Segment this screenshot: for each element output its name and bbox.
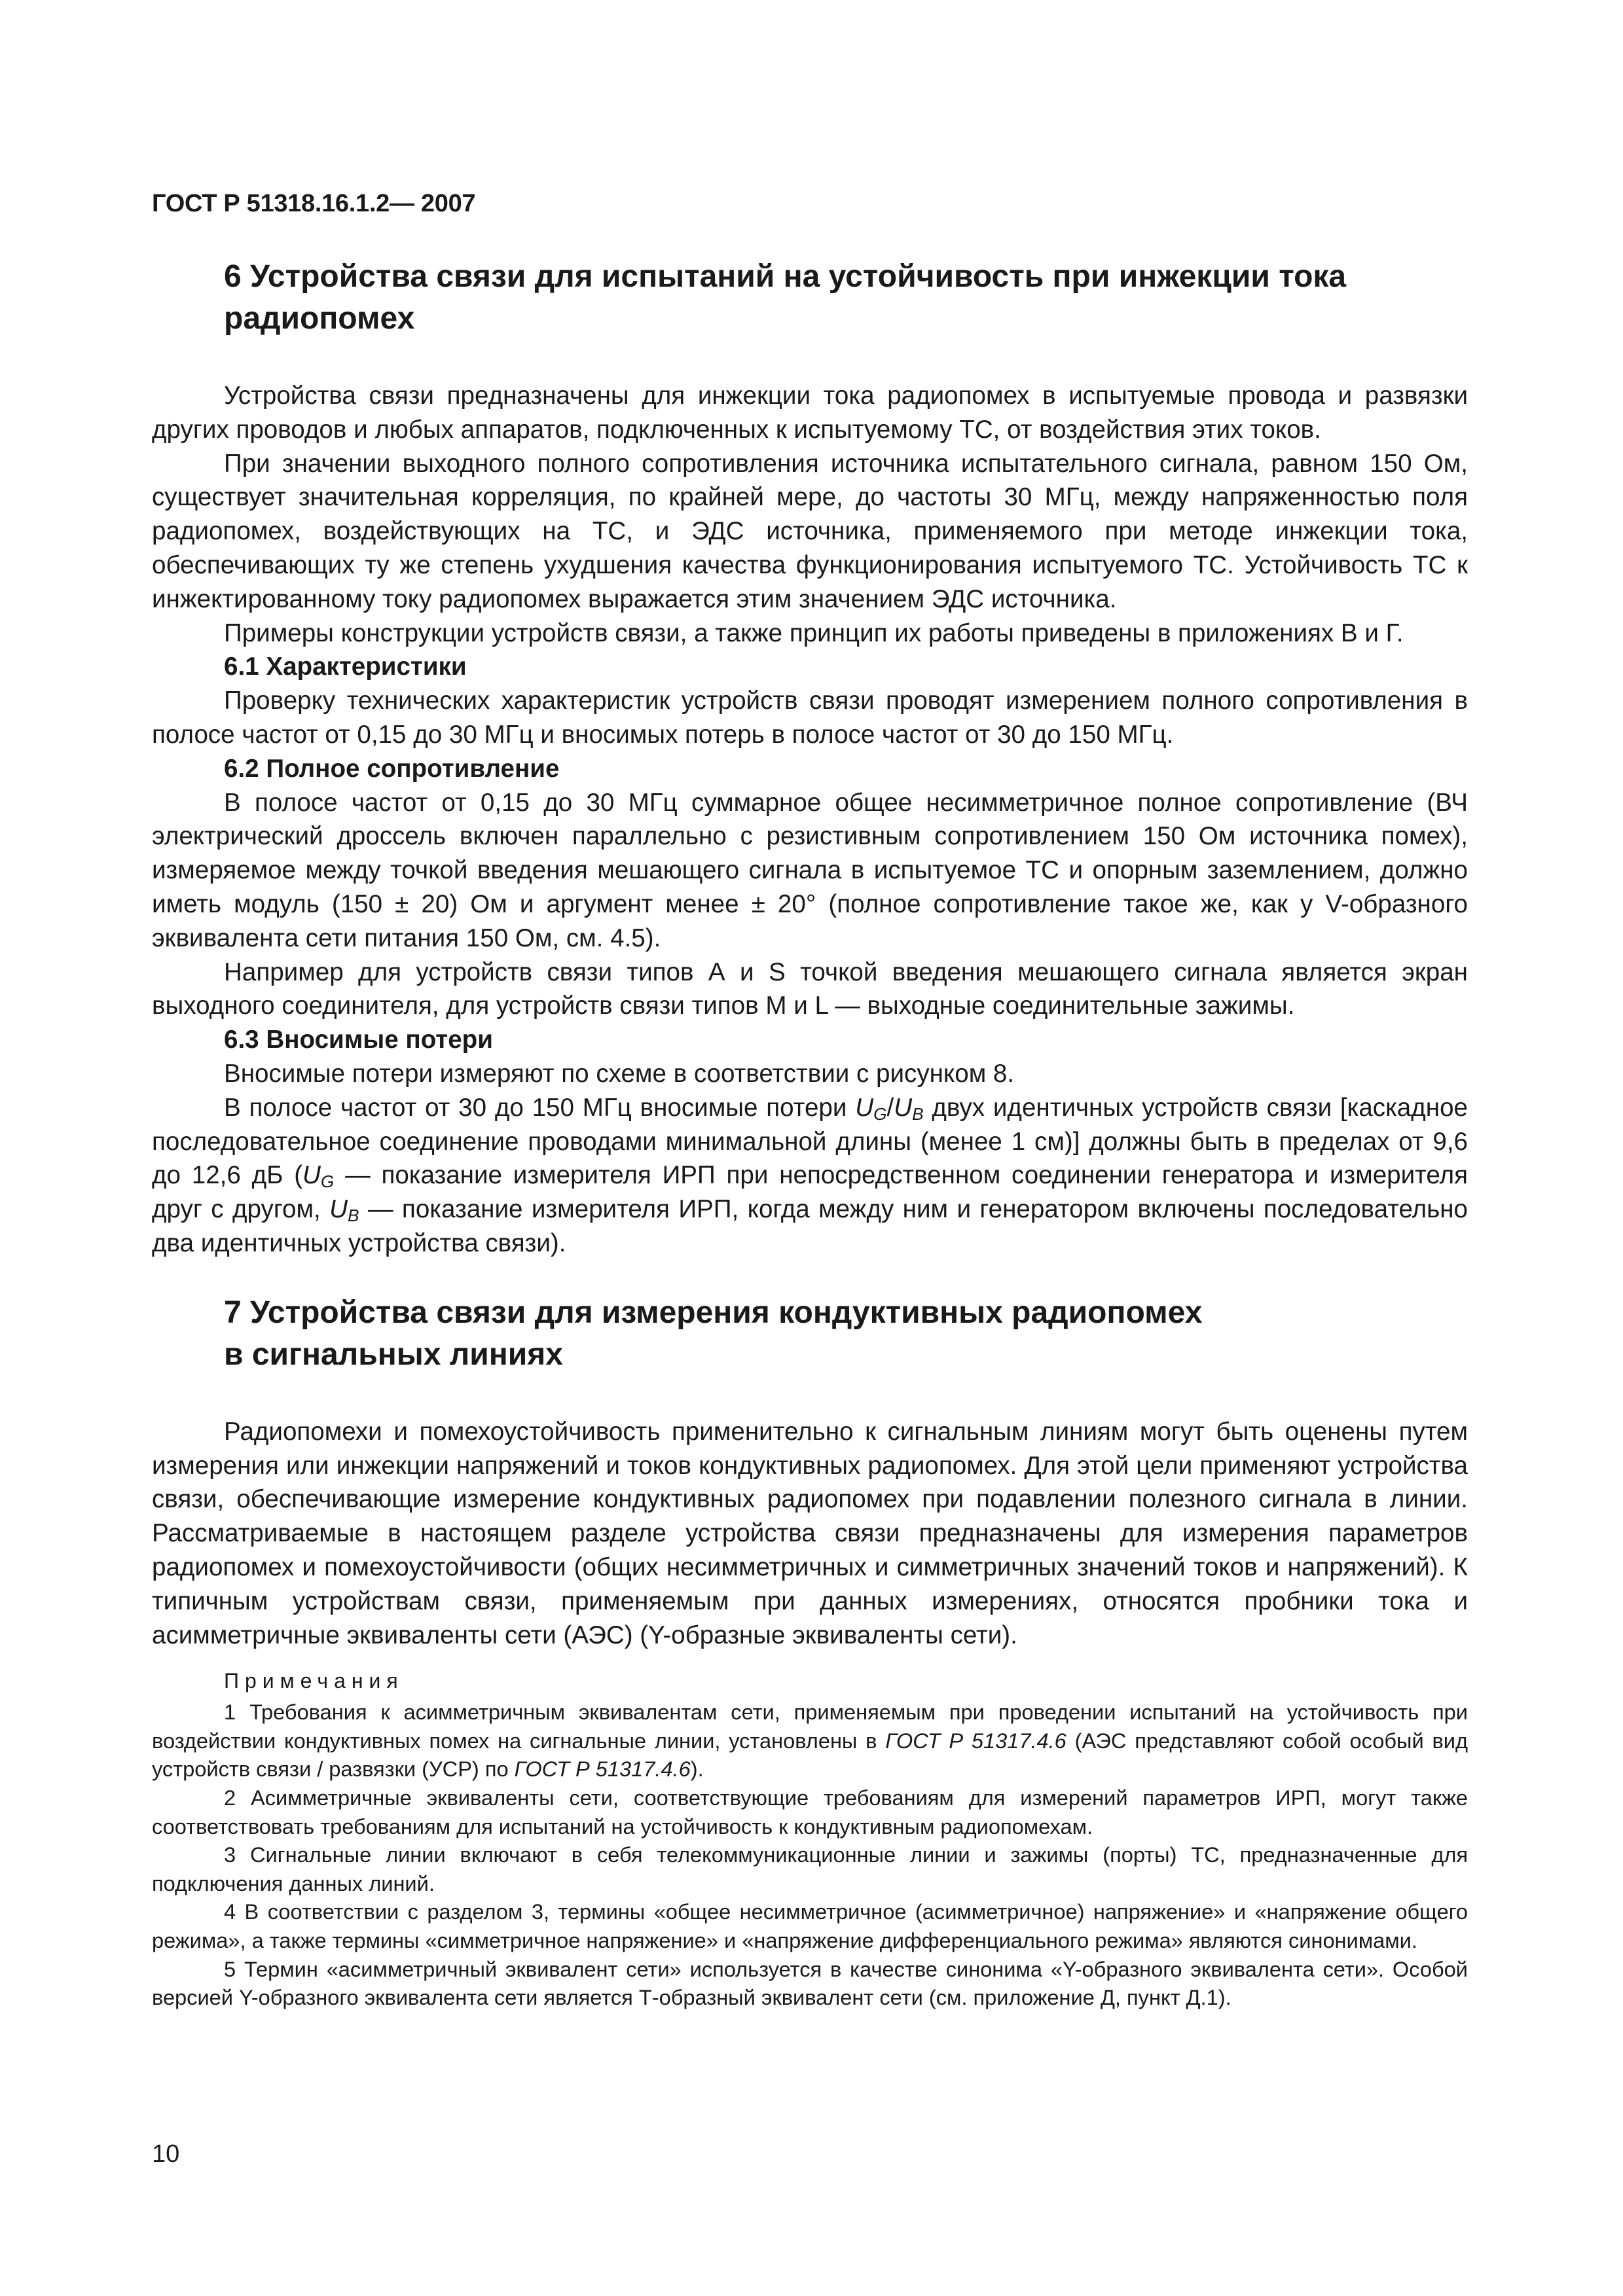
- section-6-title-line2: радиопомех: [224, 301, 415, 336]
- note-4: 4 В соответствии с разделом 3, термины «общее несимметричное (асимметричное) напряжение» и «напряжение общего режима», а также термины «симметричное напряжение» и «напряжение дифференциального режима» являются синонимами.: [152, 1899, 1468, 1953]
- subsection-6-2-paragraph-2: Например для устройств связи типов А и S точкой введения мешающего сигнала является экран выходного соединителя, для устройств связи типов М и L — выходные соединительные зажимы.: [152, 958, 1468, 1020]
- standard-reference: ГОСТ Р 51317.4.6: [885, 1728, 1067, 1753]
- section-7-title-line2: в сигнальных линиях: [224, 1336, 563, 1372]
- note-2: 2 Асимметричные эквиваленты сети, соответствующие требованиям для измерений параметров ИРП, могут также соответствовать требованиям для испытаний на устойчивость к кондуктивным радиопомехам.: [152, 1785, 1468, 1839]
- section-7-paragraph-1: Радиопомехи и помехоустойчивость применительно к сигнальным линиям могут быть оценены путем измерения или инжекции напряжений и токов кондуктивных радиопомех. Для этой цели применяют устройства связи, обеспечивающие измерение кондуктивных радиопомех при подавлении полезного сигнала в линии. Рассматриваемые в настоящем разделе устройства связи предназначены для измерения параметров радиопомех и помехоустойчивости (общих несимметричных и симметричных значений токов и напряжений). К типичным устройствам связи, применяемым при данных измерениях, относятся пробники тока и асимметричные эквиваленты сети (АЭС) (Y-образные эквиваленты сети).: [152, 1417, 1468, 1649]
- subsection-6-2-paragraph-1: В полосе частот от 0,15 до 30 МГц суммарное общее несимметричное полное сопротивление (ВЧ электрический дроссель включен параллельно с резистивным сопротивлением 150 Ом источника помех), измеряемое между точкой введения мешающего сигнала в испытуемое ТС и опорным заземлением, должно иметь модуль (150 ± 20) Ом и аргумент менее ± 20° (полное сопротивление такое же, как у V-образного эквивалента сети питания 150 Ом, см. 4.5).: [152, 788, 1468, 952]
- note-5: 5 Термин «асимметричный эквивалент сети» используется в качестве синонима «Y-образного эквивалента сети». Особой версией Y-образного эквивалента сети является Т-образный эквивалент сети (см. приложение Д, пункт Д.1).: [152, 1956, 1468, 2010]
- subsection-6-3-paragraph-2: В полосе частот от 30 до 150 МГц вносимые потери $U_G/U_B$ двух идентичных устройств связи [каскадное последовательное соединение проводами минимальной длины (менее 1 см)] должны быть в пределах от 9,6 до 12,6 дБ ($U_G$ — показание измерителя ИРП при непосредственном соединении генератора и измерителя друг с другом, $U_B$ — показание измерителя ИРП, когда между ним и генератором включены последовательно два идентичных устройства связи).: [152, 1093, 1468, 1257]
- section-7-title: [224, 1292, 1468, 1376]
- section-6-title: [224, 256, 1468, 340]
- standard-reference: ГОСТ Р 51317.4.6: [514, 1757, 691, 1782]
- document-page: [152, 190, 1468, 2012]
- section-6-paragraph-2: При значении выходного полного сопротивления источника испытательного сигнала, равном 150 Ом, существует значительная корреляция, по крайней мере, до частоты 30 МГц, между напряженностью поля радиопомех, воздействующих на ТС, и ЭДС источника, применяемого при методе инжекции тока, обеспечивающих ту же степень ухудшения качества функционирования испытуемого ТС. Устойчивость ТС к инжектированному току радиопомех выражается этим значением ЭДС источника.: [152, 449, 1468, 613]
- subsection-6-3-paragraph-1: Вносимые потери измеряют по схеме в соответствии с рисунком 8.: [224, 1059, 1015, 1088]
- page-number: 10: [152, 2140, 180, 2168]
- subsection-6-1-title: 6.1 Характеристики: [224, 653, 467, 681]
- section-6-paragraph-3: Примеры конструкции устройств связи, а также принцип их работы приведены в приложениях В и Г.: [224, 619, 1404, 647]
- section-6-paragraph-1: Устройства связи предназначены для инжекции тока радиопомех в испытуемые провода и развязки других проводов и любых аппаратов, подключенных к испытуемому ТС, от воздействия этих токов.: [152, 382, 1468, 444]
- subsection-6-3-title: 6.3 Вносимые потери: [224, 1026, 493, 1054]
- document-id: ГОСТ Р 51318.16.1.2— 2007: [152, 190, 476, 217]
- section-7-title-line1: 7 Устройства связи для измерения кондуктивных радиопомех: [224, 1295, 1203, 1330]
- subsection-6-2-title: 6.2 Полное сопротивление: [224, 754, 560, 783]
- subsection-6-1-paragraph: Проверку технических характеристик устройств связи проводят измерением полного сопротивления в полосе частот от 0,15 до 30 МГц и вносимых потерь в полосе частот от 30 до 150 МГц.: [152, 687, 1468, 749]
- section-6-title-line1: 6 Устройства связи для испытаний на устойчивость при инжекции тока: [224, 259, 1347, 294]
- note-3: 3 Сигнальные линии включают в себя телекоммуникационные линии и зажимы (порты) ТС, предназначенные для подключения данных линий.: [152, 1842, 1468, 1895]
- note-1: 1 Требования к асимметричным эквивалентам сети, применяемым при проведении испытаний на устойчивость при воздействии кондуктивных помех на сигнальные линии, установлены в ГОСТ Р 51317.4.6 (АЭС представляют собой особый вид устройств связи / развязки (УСР) по ГОСТ Р 51317.4.6).: [152, 1700, 1468, 1782]
- notes-title: Примечания: [224, 1669, 404, 1693]
